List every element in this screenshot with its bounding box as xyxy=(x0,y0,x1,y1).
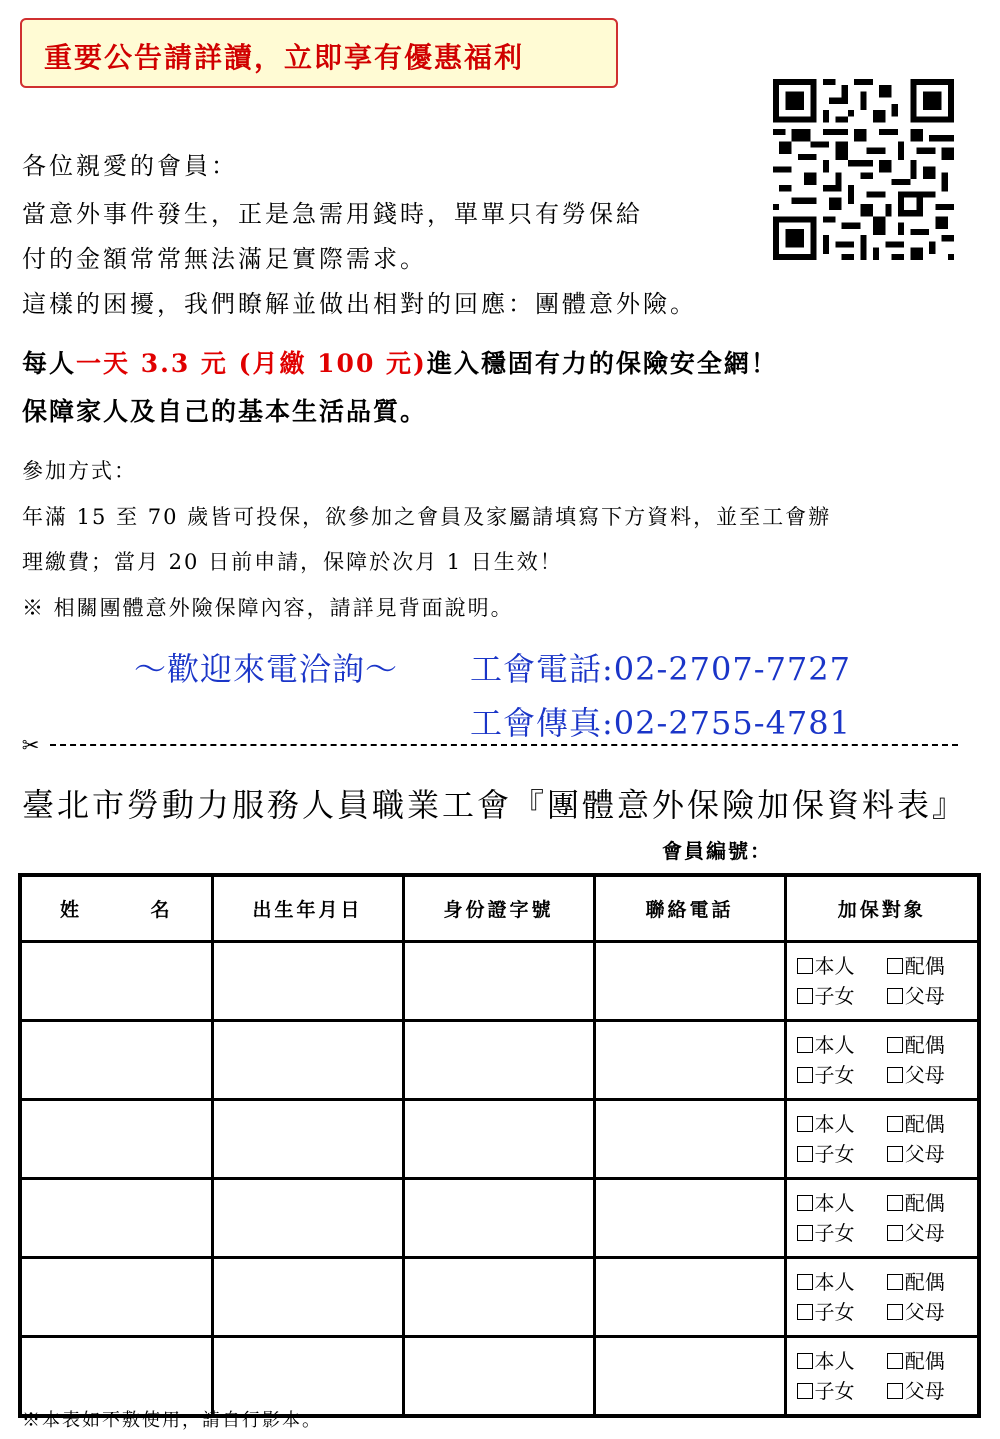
birth-field[interactable] xyxy=(212,1179,403,1258)
name-field[interactable] xyxy=(20,1021,212,1100)
table-row xyxy=(20,1337,979,1417)
join-line-2: 理繳費；當月 20 日前申請，保障於次月 1 日生效！ xyxy=(22,550,563,574)
checkbox-icon[interactable] xyxy=(887,1383,903,1399)
option-checkbox[interactable] xyxy=(887,1267,977,1297)
table-row xyxy=(20,1021,979,1100)
table-row xyxy=(20,942,979,1021)
checkbox-icon[interactable] xyxy=(797,1225,813,1241)
option-checkbox[interactable] xyxy=(887,1297,977,1327)
highlight-line-1 xyxy=(22,344,778,380)
option-checkbox[interactable] xyxy=(797,1060,887,1090)
option-checkbox[interactable] xyxy=(797,951,887,981)
birth-field[interactable] xyxy=(212,1021,403,1100)
form-title: 臺北市勞動力服務人員職業工會『團體意外保險加保資料表』 xyxy=(22,786,968,824)
option-row xyxy=(797,1297,978,1327)
id-field[interactable] xyxy=(403,1258,594,1337)
checkbox-icon[interactable] xyxy=(887,1116,903,1132)
join-heading: 參加方式： xyxy=(22,459,137,483)
union-phone: 工會電話:02-2707-7727 xyxy=(470,650,852,688)
option-label: 子女 xyxy=(814,1379,855,1403)
checkbox-icon[interactable] xyxy=(887,958,903,974)
option-label: 父母 xyxy=(904,1142,945,1166)
table-row xyxy=(20,1258,979,1337)
option-label: 父母 xyxy=(904,1221,945,1245)
name-field[interactable] xyxy=(20,942,212,1021)
table-row xyxy=(20,1100,979,1179)
enrollment-table xyxy=(18,873,981,1418)
checkbox-icon[interactable] xyxy=(797,1067,813,1083)
option-row xyxy=(797,981,978,1011)
id-field[interactable] xyxy=(403,1179,594,1258)
dashed-cut-line xyxy=(50,744,958,746)
option-label: 子女 xyxy=(814,1221,855,1245)
checkbox-icon[interactable] xyxy=(797,1304,813,1320)
intro-line-1: 當意外事件發生，正是急需用錢時，單單只有勞保給 xyxy=(22,200,643,228)
highlight-price: 一天 3.3 元 (月繳 100 元) xyxy=(76,349,427,378)
option-checkbox[interactable] xyxy=(797,1188,887,1218)
checkbox-icon[interactable] xyxy=(887,1304,903,1320)
option-checkbox[interactable] xyxy=(887,1376,977,1406)
phone-field[interactable] xyxy=(594,942,785,1021)
checkbox-icon[interactable] xyxy=(887,1353,903,1369)
option-checkbox[interactable] xyxy=(797,1376,887,1406)
option-row xyxy=(797,1109,978,1139)
checkbox-icon[interactable] xyxy=(797,988,813,1004)
option-row xyxy=(797,1188,978,1218)
option-label: 配偶 xyxy=(904,1349,945,1373)
name-field[interactable] xyxy=(20,1258,212,1337)
checkbox-icon[interactable] xyxy=(887,1274,903,1290)
table-row xyxy=(20,1179,979,1258)
phone-field[interactable] xyxy=(594,1337,785,1417)
target-options xyxy=(785,1021,979,1100)
highlight-prefix: 每人 xyxy=(22,349,77,378)
union-fax: 工會傳真:02-2755-4781 xyxy=(470,704,852,742)
target-options xyxy=(785,1179,979,1258)
highlight-suffix: 進入穩固有力的保險安全網！ xyxy=(426,349,778,378)
option-checkbox[interactable] xyxy=(797,1297,887,1327)
option-checkbox[interactable] xyxy=(887,1030,977,1060)
checkbox-icon[interactable] xyxy=(887,1195,903,1211)
option-checkbox[interactable] xyxy=(887,1218,977,1248)
name-field[interactable] xyxy=(20,1337,212,1417)
member-number-label: 會員編號： xyxy=(662,839,772,863)
birth-field[interactable] xyxy=(212,1337,403,1417)
option-checkbox[interactable] xyxy=(797,1139,887,1169)
option-label: 子女 xyxy=(814,984,855,1008)
id-field[interactable] xyxy=(403,1337,594,1417)
header-id: 身份證字號 xyxy=(403,875,594,942)
option-row xyxy=(797,1218,978,1248)
option-label: 父母 xyxy=(904,1300,945,1324)
option-label: 子女 xyxy=(814,1142,855,1166)
option-row xyxy=(797,1267,978,1297)
header-name-left: 姓 xyxy=(60,899,83,921)
target-options xyxy=(785,1100,979,1179)
header-name xyxy=(20,875,212,942)
phone-field[interactable] xyxy=(594,1100,785,1179)
option-row xyxy=(797,1346,978,1376)
phone-field[interactable] xyxy=(594,1179,785,1258)
option-checkbox[interactable] xyxy=(797,1109,887,1139)
checkbox-icon[interactable] xyxy=(797,1146,813,1162)
option-label: 本人 xyxy=(814,1033,855,1057)
phone-field[interactable] xyxy=(594,1021,785,1100)
checkbox-icon[interactable] xyxy=(797,958,813,974)
header-target: 加保對象 xyxy=(785,875,979,942)
option-label: 父母 xyxy=(904,1379,945,1403)
option-checkbox[interactable] xyxy=(887,1346,977,1376)
checkbox-icon[interactable] xyxy=(887,988,903,1004)
option-label: 父母 xyxy=(904,984,945,1008)
checkbox-icon[interactable] xyxy=(887,1037,903,1053)
option-checkbox[interactable] xyxy=(887,951,977,981)
option-checkbox[interactable] xyxy=(887,1188,977,1218)
option-label: 子女 xyxy=(814,1300,855,1324)
header-birth: 出生年月日 xyxy=(212,875,403,942)
option-checkbox[interactable] xyxy=(887,1139,977,1169)
checkbox-icon[interactable] xyxy=(797,1353,813,1369)
checkbox-icon[interactable] xyxy=(797,1383,813,1399)
option-row xyxy=(797,1139,978,1169)
checkbox-icon[interactable] xyxy=(887,1067,903,1083)
birth-field[interactable] xyxy=(212,1100,403,1179)
option-label: 配偶 xyxy=(904,1033,945,1057)
name-field[interactable] xyxy=(20,1179,212,1258)
cut-line-row xyxy=(22,728,962,762)
option-label: 本人 xyxy=(814,1349,855,1373)
name-field[interactable] xyxy=(20,1100,212,1179)
option-label: 父母 xyxy=(904,1063,945,1087)
id-field[interactable] xyxy=(403,942,594,1021)
footnote: ※本表如不敷使用，請自行影本。 xyxy=(22,1410,322,1431)
qr-code[interactable] xyxy=(773,79,954,260)
option-row xyxy=(797,1030,978,1060)
option-row xyxy=(797,1376,978,1406)
target-options xyxy=(785,1337,979,1417)
option-checkbox[interactable] xyxy=(887,1060,977,1090)
id-field[interactable] xyxy=(403,1100,594,1179)
birth-field[interactable] xyxy=(212,1258,403,1337)
option-label: 本人 xyxy=(814,1191,855,1215)
greeting: 各位親愛的會員： xyxy=(22,152,238,180)
scissors-icon: ✂ xyxy=(22,728,39,761)
join-line-1: 年滿 15 至 70 歲皆可投保，欲參加之會員及家屬請填寫下方資料，並至工會辦 xyxy=(22,505,832,529)
option-label: 配偶 xyxy=(904,1270,945,1294)
checkbox-icon[interactable] xyxy=(797,1116,813,1132)
target-options xyxy=(785,1258,979,1337)
intro-line-2: 付的金額常常無法滿足實際需求。 xyxy=(22,245,427,273)
target-options xyxy=(785,942,979,1021)
option-row xyxy=(797,1060,978,1090)
option-checkbox[interactable] xyxy=(797,1267,887,1297)
header-name-right: 名 xyxy=(150,899,173,921)
option-label: 本人 xyxy=(814,1270,855,1294)
option-checkbox[interactable] xyxy=(797,1030,887,1060)
checkbox-icon[interactable] xyxy=(887,1146,903,1162)
phone-field[interactable] xyxy=(594,1258,785,1337)
banner-text: 重要公告請詳讀，立即享有優惠福利 xyxy=(44,41,525,74)
option-label: 配偶 xyxy=(904,1112,945,1136)
birth-field[interactable] xyxy=(212,942,403,1021)
checkbox-icon[interactable] xyxy=(797,1037,813,1053)
welcome-text: ～歡迎來電洽詢～ xyxy=(134,650,399,688)
table-header-row xyxy=(20,875,979,942)
option-checkbox[interactable] xyxy=(797,1346,887,1376)
intro-line-3: 這樣的困擾，我們瞭解並做出相對的回應：團體意外險。 xyxy=(22,290,697,318)
option-checkbox[interactable] xyxy=(887,981,977,1011)
option-label: 子女 xyxy=(814,1063,855,1087)
option-checkbox[interactable] xyxy=(797,1218,887,1248)
notice-banner xyxy=(20,18,618,88)
option-checkbox[interactable] xyxy=(797,981,887,1011)
id-field[interactable] xyxy=(403,1021,594,1100)
highlight-line-2: 保障家人及自己的基本生活品質。 xyxy=(22,397,428,426)
checkbox-icon[interactable] xyxy=(887,1225,903,1241)
option-label: 本人 xyxy=(814,1112,855,1136)
option-row xyxy=(797,951,978,981)
checkbox-icon[interactable] xyxy=(797,1274,813,1290)
option-checkbox[interactable] xyxy=(887,1109,977,1139)
option-label: 配偶 xyxy=(904,954,945,978)
option-label: 本人 xyxy=(814,954,855,978)
checkbox-icon[interactable] xyxy=(797,1195,813,1211)
header-phone: 聯絡電話 xyxy=(594,875,785,942)
join-note: ※ 相關團體意外險保障內容，請詳見背面說明。 xyxy=(22,596,514,620)
option-label: 配偶 xyxy=(904,1191,945,1215)
